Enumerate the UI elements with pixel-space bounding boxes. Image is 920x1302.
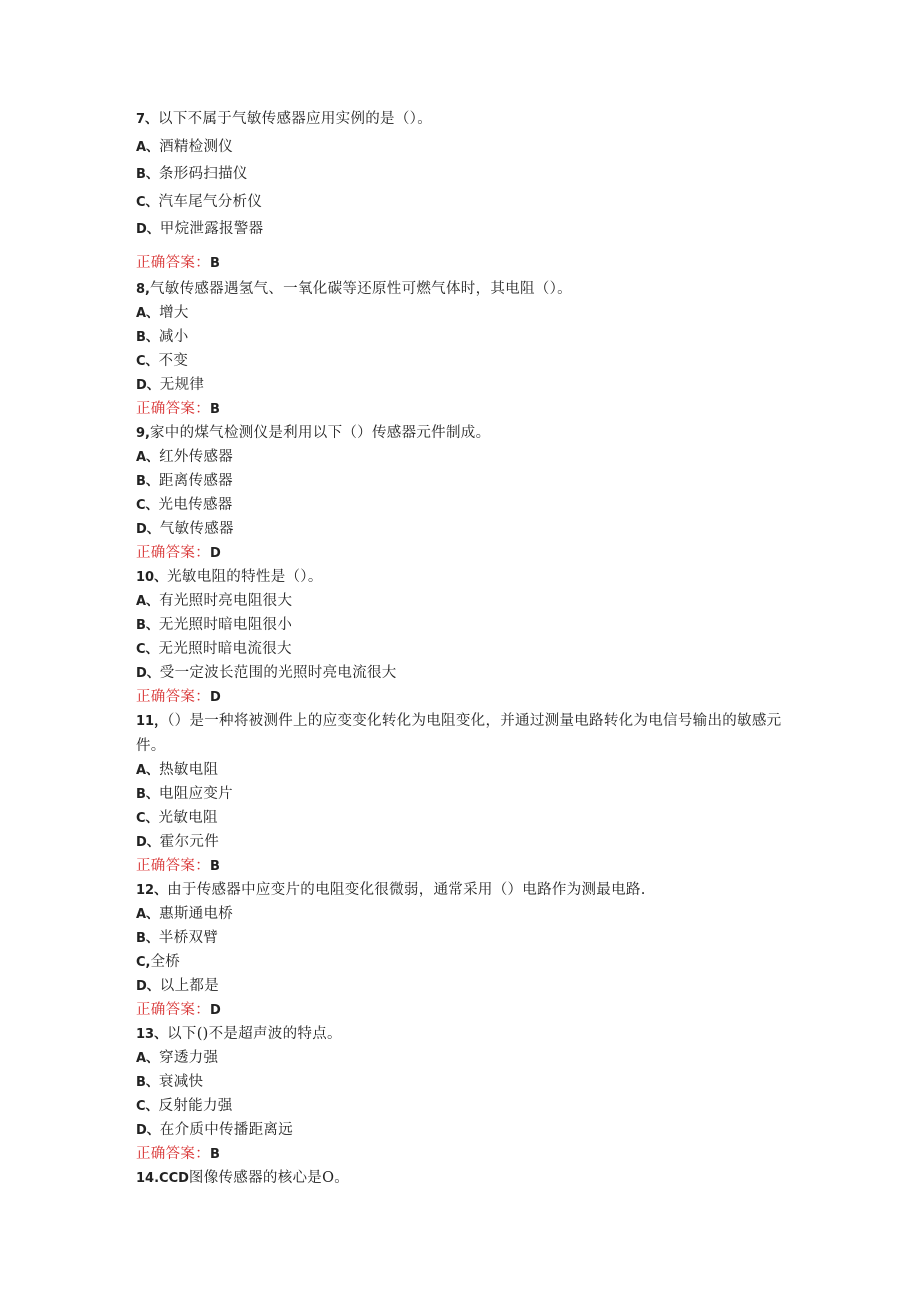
option-text: 霍尔元件 (159, 834, 219, 850)
answer-label: 正确答案： (136, 689, 210, 705)
option-c (136, 950, 796, 974)
option-a (136, 589, 796, 613)
option-text: 衰减快 (158, 1074, 204, 1090)
option-letter: D、 (136, 1123, 160, 1138)
question-stem (136, 277, 796, 301)
option-letter: C、 (136, 194, 159, 210)
option-text: 全桥 (150, 954, 181, 970)
option-letter: B、 (136, 787, 159, 802)
question-text: 光敏电阻的特性是（）。 (167, 569, 323, 585)
option-text: 热敏电阻 (159, 762, 219, 778)
option-letter: B、 (136, 1075, 159, 1090)
question-stem (136, 1022, 796, 1046)
answer-label: 正确答案： (136, 545, 210, 561)
question-text: （）是一种将被测件上的应变变化转化为电阻变化，并通过测量电路转化为电信号输出的敏感元件。 (136, 713, 782, 754)
option-d (136, 216, 796, 244)
option-text: 条形码扫描仪 (158, 166, 248, 182)
question-stem (136, 106, 796, 134)
option-text: 酒精检测仪 (159, 138, 234, 155)
option-c (136, 493, 796, 517)
question-number: 8, (136, 282, 150, 297)
option-letter: A、 (136, 306, 160, 321)
question-number: 7、 (136, 112, 159, 127)
correct-answer (136, 250, 796, 278)
option-text: 甲烷泄露报警器 (159, 221, 264, 237)
question-number: 13、 (136, 1027, 168, 1042)
option-text: 受一定波长范围的光照时亮电流很大 (159, 665, 397, 681)
option-d (136, 1118, 796, 1142)
question-14 (136, 1166, 796, 1190)
option-text: 气敏传感器 (159, 521, 234, 537)
answer-label: 正确答案： (136, 401, 210, 417)
option-d (136, 830, 796, 854)
option-letter: B、 (136, 618, 159, 633)
option-letter: A、 (136, 139, 160, 155)
option-b (136, 1070, 796, 1094)
option-a (136, 301, 796, 325)
question-text: 以下()不是超声波的特点。 (167, 1026, 342, 1042)
option-b (136, 161, 796, 189)
option-letter: D、 (136, 979, 160, 994)
option-letter: D、 (136, 378, 160, 393)
option-letter: D、 (136, 666, 160, 681)
question-8 (136, 277, 796, 421)
answer-value: B (210, 859, 220, 874)
option-text: 穿透力强 (159, 1050, 219, 1066)
answer-label: 正确答案： (136, 254, 210, 271)
question-number: 10、 (136, 570, 168, 585)
question-stem (136, 1166, 796, 1190)
option-text: 惠斯通电桥 (159, 906, 234, 922)
question-12 (136, 878, 796, 1022)
option-d (136, 661, 796, 685)
answer-value: B (210, 402, 220, 417)
option-c (136, 637, 796, 661)
question-stem (136, 421, 796, 445)
document-body (136, 106, 796, 1190)
question-number: 12、 (136, 883, 168, 898)
question-7 (136, 106, 796, 277)
option-d (136, 517, 796, 541)
option-a (136, 1046, 796, 1070)
option-letter: C、 (136, 642, 159, 657)
option-letter: A、 (136, 1051, 160, 1066)
question-text: 家中的煤气检测仪是利用以下（）传感器元件制成。 (149, 425, 491, 441)
option-b (136, 469, 796, 493)
question-10 (136, 565, 796, 709)
option-letter: C、 (136, 498, 159, 513)
answer-value: D (210, 546, 221, 561)
question-text: 图像传感器的核心是O。 (188, 1170, 350, 1186)
option-text: 减小 (158, 329, 189, 345)
option-text: 以上都是 (159, 978, 219, 994)
option-c (136, 349, 796, 373)
option-text: 无光照时暗电阻很小 (158, 617, 293, 633)
option-letter: C、 (136, 354, 159, 369)
option-text: 反射能力强 (158, 1098, 233, 1114)
option-text: 增大 (159, 305, 189, 321)
option-text: 半桥双臂 (158, 930, 219, 946)
option-text: 光敏电阻 (158, 810, 218, 826)
question-number: 11， (136, 714, 168, 729)
option-letter: C、 (136, 811, 159, 826)
answer-label: 正确答案： (136, 858, 210, 874)
option-a (136, 134, 796, 162)
correct-answer (136, 397, 796, 421)
option-letter: A、 (136, 450, 160, 465)
option-a (136, 758, 796, 782)
question-9 (136, 421, 796, 565)
correct-answer (136, 1142, 796, 1166)
question-stem (136, 565, 796, 589)
question-stem (136, 709, 791, 758)
question-text: 以下不属于气敏传感器应用实例的是（）。 (158, 111, 432, 127)
option-letter: A、 (136, 594, 160, 609)
option-text: 在介质中传播距离远 (159, 1122, 293, 1138)
option-text: 汽车尾气分析仪 (158, 193, 263, 210)
option-letter: B、 (136, 330, 159, 345)
option-letter: B、 (136, 931, 159, 946)
question-text: 由于传感器中应变片的电阻变化很微弱，通常采用（）电路作为测最电路. (167, 882, 646, 898)
option-d (136, 373, 796, 397)
option-letter: C、 (136, 1099, 159, 1114)
correct-answer (136, 541, 796, 565)
option-text: 电阻应变片 (158, 786, 233, 802)
question-text: 气敏传感器遇氢气、一氧化碳等还原性可燃气体时，其电阻（）。 (149, 281, 572, 297)
option-letter: A、 (136, 907, 160, 922)
answer-value: D (210, 1003, 221, 1018)
question-number: 9, (136, 426, 150, 441)
correct-answer (136, 685, 796, 709)
option-a (136, 445, 796, 469)
option-text: 红外传感器 (159, 449, 234, 465)
answer-value: B (210, 255, 220, 271)
question-13 (136, 1022, 796, 1166)
option-letter: A、 (136, 763, 160, 778)
option-letter: B、 (136, 167, 159, 182)
option-c (136, 189, 796, 217)
question-number: 14.CCD (136, 1171, 189, 1186)
option-b (136, 613, 796, 637)
question-11 (136, 709, 796, 878)
option-text: 不变 (158, 353, 189, 369)
answer-label: 正确答案： (136, 1002, 210, 1018)
option-b (136, 782, 796, 806)
option-b (136, 325, 796, 349)
option-c (136, 806, 796, 830)
option-d (136, 974, 796, 998)
option-a (136, 902, 796, 926)
answer-value: D (210, 690, 221, 705)
option-text: 无规律 (159, 377, 205, 393)
option-letter: B、 (136, 474, 159, 489)
option-text: 无光照时暗电流很大 (158, 641, 292, 657)
question-stem (136, 878, 796, 902)
option-letter: D、 (136, 222, 160, 237)
option-letter: C, (136, 955, 151, 970)
option-text: 距离传感器 (158, 473, 233, 489)
option-c (136, 1094, 796, 1118)
option-letter: D、 (136, 835, 160, 850)
option-text: 有光照时亮电阻很大 (159, 593, 293, 609)
option-letter: D、 (136, 522, 160, 537)
answer-label: 正确答案： (136, 1146, 210, 1162)
option-b (136, 926, 796, 950)
correct-answer (136, 854, 796, 878)
answer-value: B (210, 1147, 220, 1162)
correct-answer (136, 998, 796, 1022)
option-text: 光电传感器 (158, 497, 233, 513)
